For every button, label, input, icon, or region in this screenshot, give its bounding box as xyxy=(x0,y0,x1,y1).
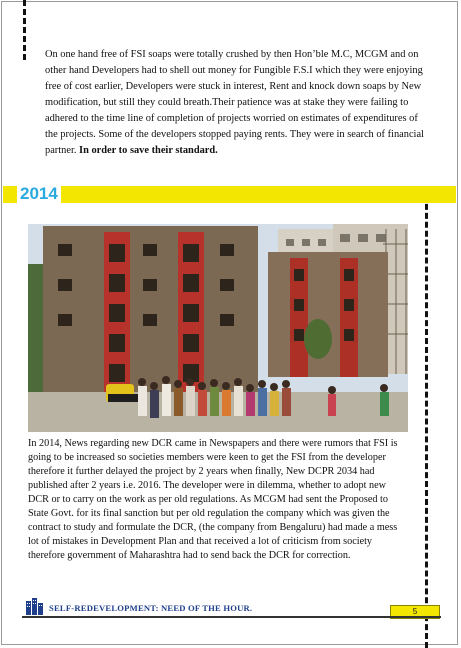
intro-text: On one hand free of FSI soaps were totally crushed by then Hon’ble M.C, MCGM and on other hand Developers had to shell out money for Fungible F.S.I which they were enjoying free of cost earlier, Developers were stuck in interest, Rent and knock down soaps by New modification, but still they could breath.Their patience was at stake they were failing to adhered to the time line of completion of projects worried on estimates of expenditures of the projects. Some of the developers stopped paying rents. They were in search of financial partner. xyxy=(45,49,424,156)
footer-title: SELF-REDEVELOPMENT: NEED OF THE HOUR. xyxy=(49,603,253,613)
footer-rule xyxy=(22,616,441,618)
intro-paragraph xyxy=(45,47,427,159)
dilapidated-building-photo xyxy=(28,224,408,432)
year-label: 2014 xyxy=(17,184,61,204)
dashed-line-right xyxy=(425,186,428,648)
year-band xyxy=(3,186,456,203)
dashed-line-top xyxy=(23,0,26,60)
body-paragraph: In 2014, News regarding new DCR came in Newspapers and there were rumors that FSI is going to be increased so societies members were keen to get the FSI from the developer therefore it further delayed the project by 2 years when finally, New DCPR 2034 had published after 2 years i.e. 2016. The developer were in dilemma, whether to adopt new DCR or to carry on the work as per old regulations. As MCGM had sent the Proposed to State Govt. for its final sanction but per old regulation the company which was given the contract to study and formulate the DCR, (the company from Bengaluru) had made a mess lot of mistakes in Development Plan and that received a lot of criticism from society therefore government of Maharashtra had to send back the DCR for correction. xyxy=(28,438,398,561)
building-logo-icon xyxy=(24,597,44,615)
page-number: 5 xyxy=(390,605,440,619)
intro-bold-text: In order to save their standard. xyxy=(79,145,218,156)
